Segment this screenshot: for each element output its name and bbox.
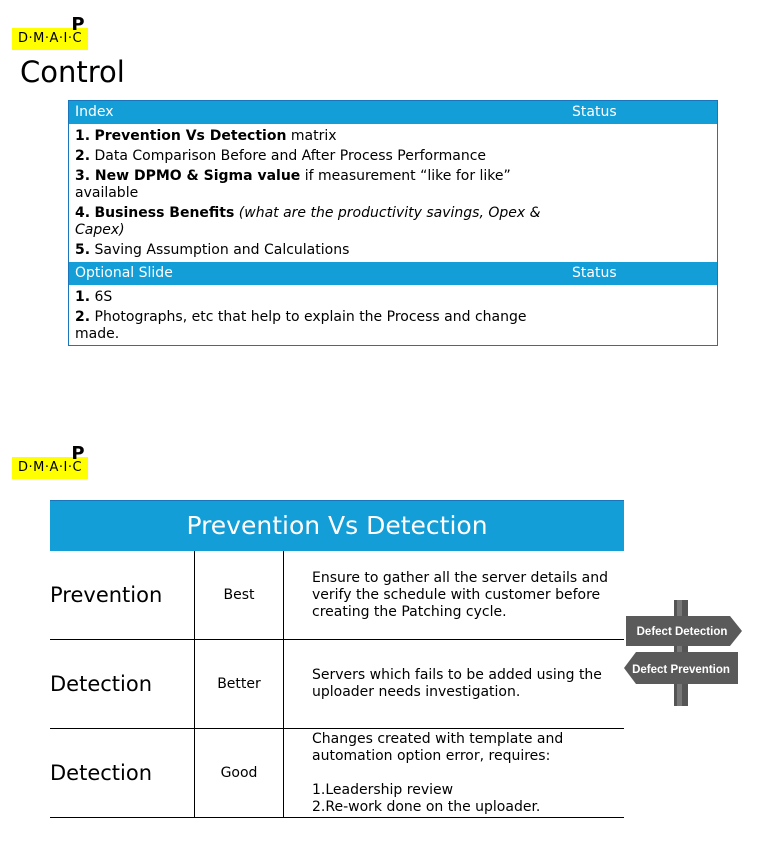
- item-text: if measurement “like for like” available: [75, 168, 511, 201]
- sign-bottom-text: Defect Prevention: [632, 664, 730, 676]
- row-type: Prevention: [50, 551, 195, 639]
- item-text: Photographs, etc that help to explain the Process and change made.: [75, 309, 527, 342]
- optional-item: [75, 289, 575, 306]
- item-text: (what are the productivity savings, Opex & Capex): [75, 205, 541, 238]
- desc-line: 2.Re-work done on the uploader.: [312, 799, 541, 815]
- item-number: 5.: [75, 242, 91, 258]
- table-row: [50, 729, 624, 818]
- index-header-status: Status: [572, 104, 617, 120]
- item-bold: Prevention Vs Detection: [94, 128, 287, 144]
- optional-item: [75, 309, 575, 343]
- dmaic-badge: [12, 443, 88, 479]
- index-item: [75, 205, 575, 239]
- dmaic-letters: D·M·A·I·C: [18, 460, 83, 475]
- page-title: Control: [20, 55, 125, 89]
- item-text: Saving Assumption and Calculations: [90, 242, 350, 258]
- desc-line: Changes created with template and automation option error, requires:: [312, 731, 564, 764]
- sign-top-text: Defect Detection: [636, 626, 728, 638]
- dmaic-phase-marker: P: [71, 14, 86, 35]
- item-text: matrix: [286, 128, 337, 144]
- row-type: Detection: [50, 640, 195, 728]
- item-number: 1.: [75, 289, 91, 305]
- index-items: [75, 125, 575, 262]
- item-number: 1.: [75, 128, 91, 144]
- table-title: Prevention Vs Detection: [50, 500, 624, 551]
- table-row: [50, 551, 624, 640]
- dmaic-badge: [12, 14, 88, 50]
- desc-line: [312, 765, 624, 782]
- index-item: [75, 148, 575, 165]
- index-header: [69, 101, 717, 124]
- index-item: [75, 168, 575, 202]
- dmaic-phase-marker: P: [71, 443, 86, 464]
- item-number: 2.: [75, 148, 91, 164]
- row-type: Detection: [50, 729, 195, 817]
- index-table: [68, 100, 718, 346]
- item-bold: New DPMO & Sigma value: [90, 168, 301, 184]
- item-number: 4.: [75, 205, 91, 221]
- dmaic-letters: D·M·A·I·C: [18, 31, 83, 46]
- index-item: [75, 242, 575, 259]
- item-text: Data Comparison Before and After Process Performance: [90, 148, 487, 164]
- optional-items: [75, 286, 575, 343]
- row-rating: Better: [195, 640, 284, 728]
- optional-header: [69, 262, 717, 285]
- optional-header-status: Status: [572, 265, 617, 281]
- row-rating: Best: [195, 551, 284, 639]
- signpost-image: [622, 598, 768, 708]
- row-description: Servers which fails to be added using the uploader needs investigation.: [312, 667, 602, 700]
- row-description: [312, 729, 624, 817]
- desc-line: 1.Leadership review: [312, 782, 454, 798]
- prevention-detection-table: [50, 500, 624, 818]
- item-bold: Business Benefits: [94, 205, 235, 221]
- table-row: [50, 640, 624, 729]
- index-item: [75, 128, 575, 145]
- row-rating: Good: [195, 729, 284, 817]
- item-text: 6S: [90, 289, 113, 305]
- item-number: 3.: [75, 168, 91, 184]
- item-number: 2.: [75, 309, 91, 325]
- row-description: Ensure to gather all the server details and verify the schedule with customer before creating the Patching cycle.: [312, 569, 608, 620]
- index-header-label: Index: [75, 104, 114, 120]
- optional-header-label: Optional Slide: [75, 265, 173, 281]
